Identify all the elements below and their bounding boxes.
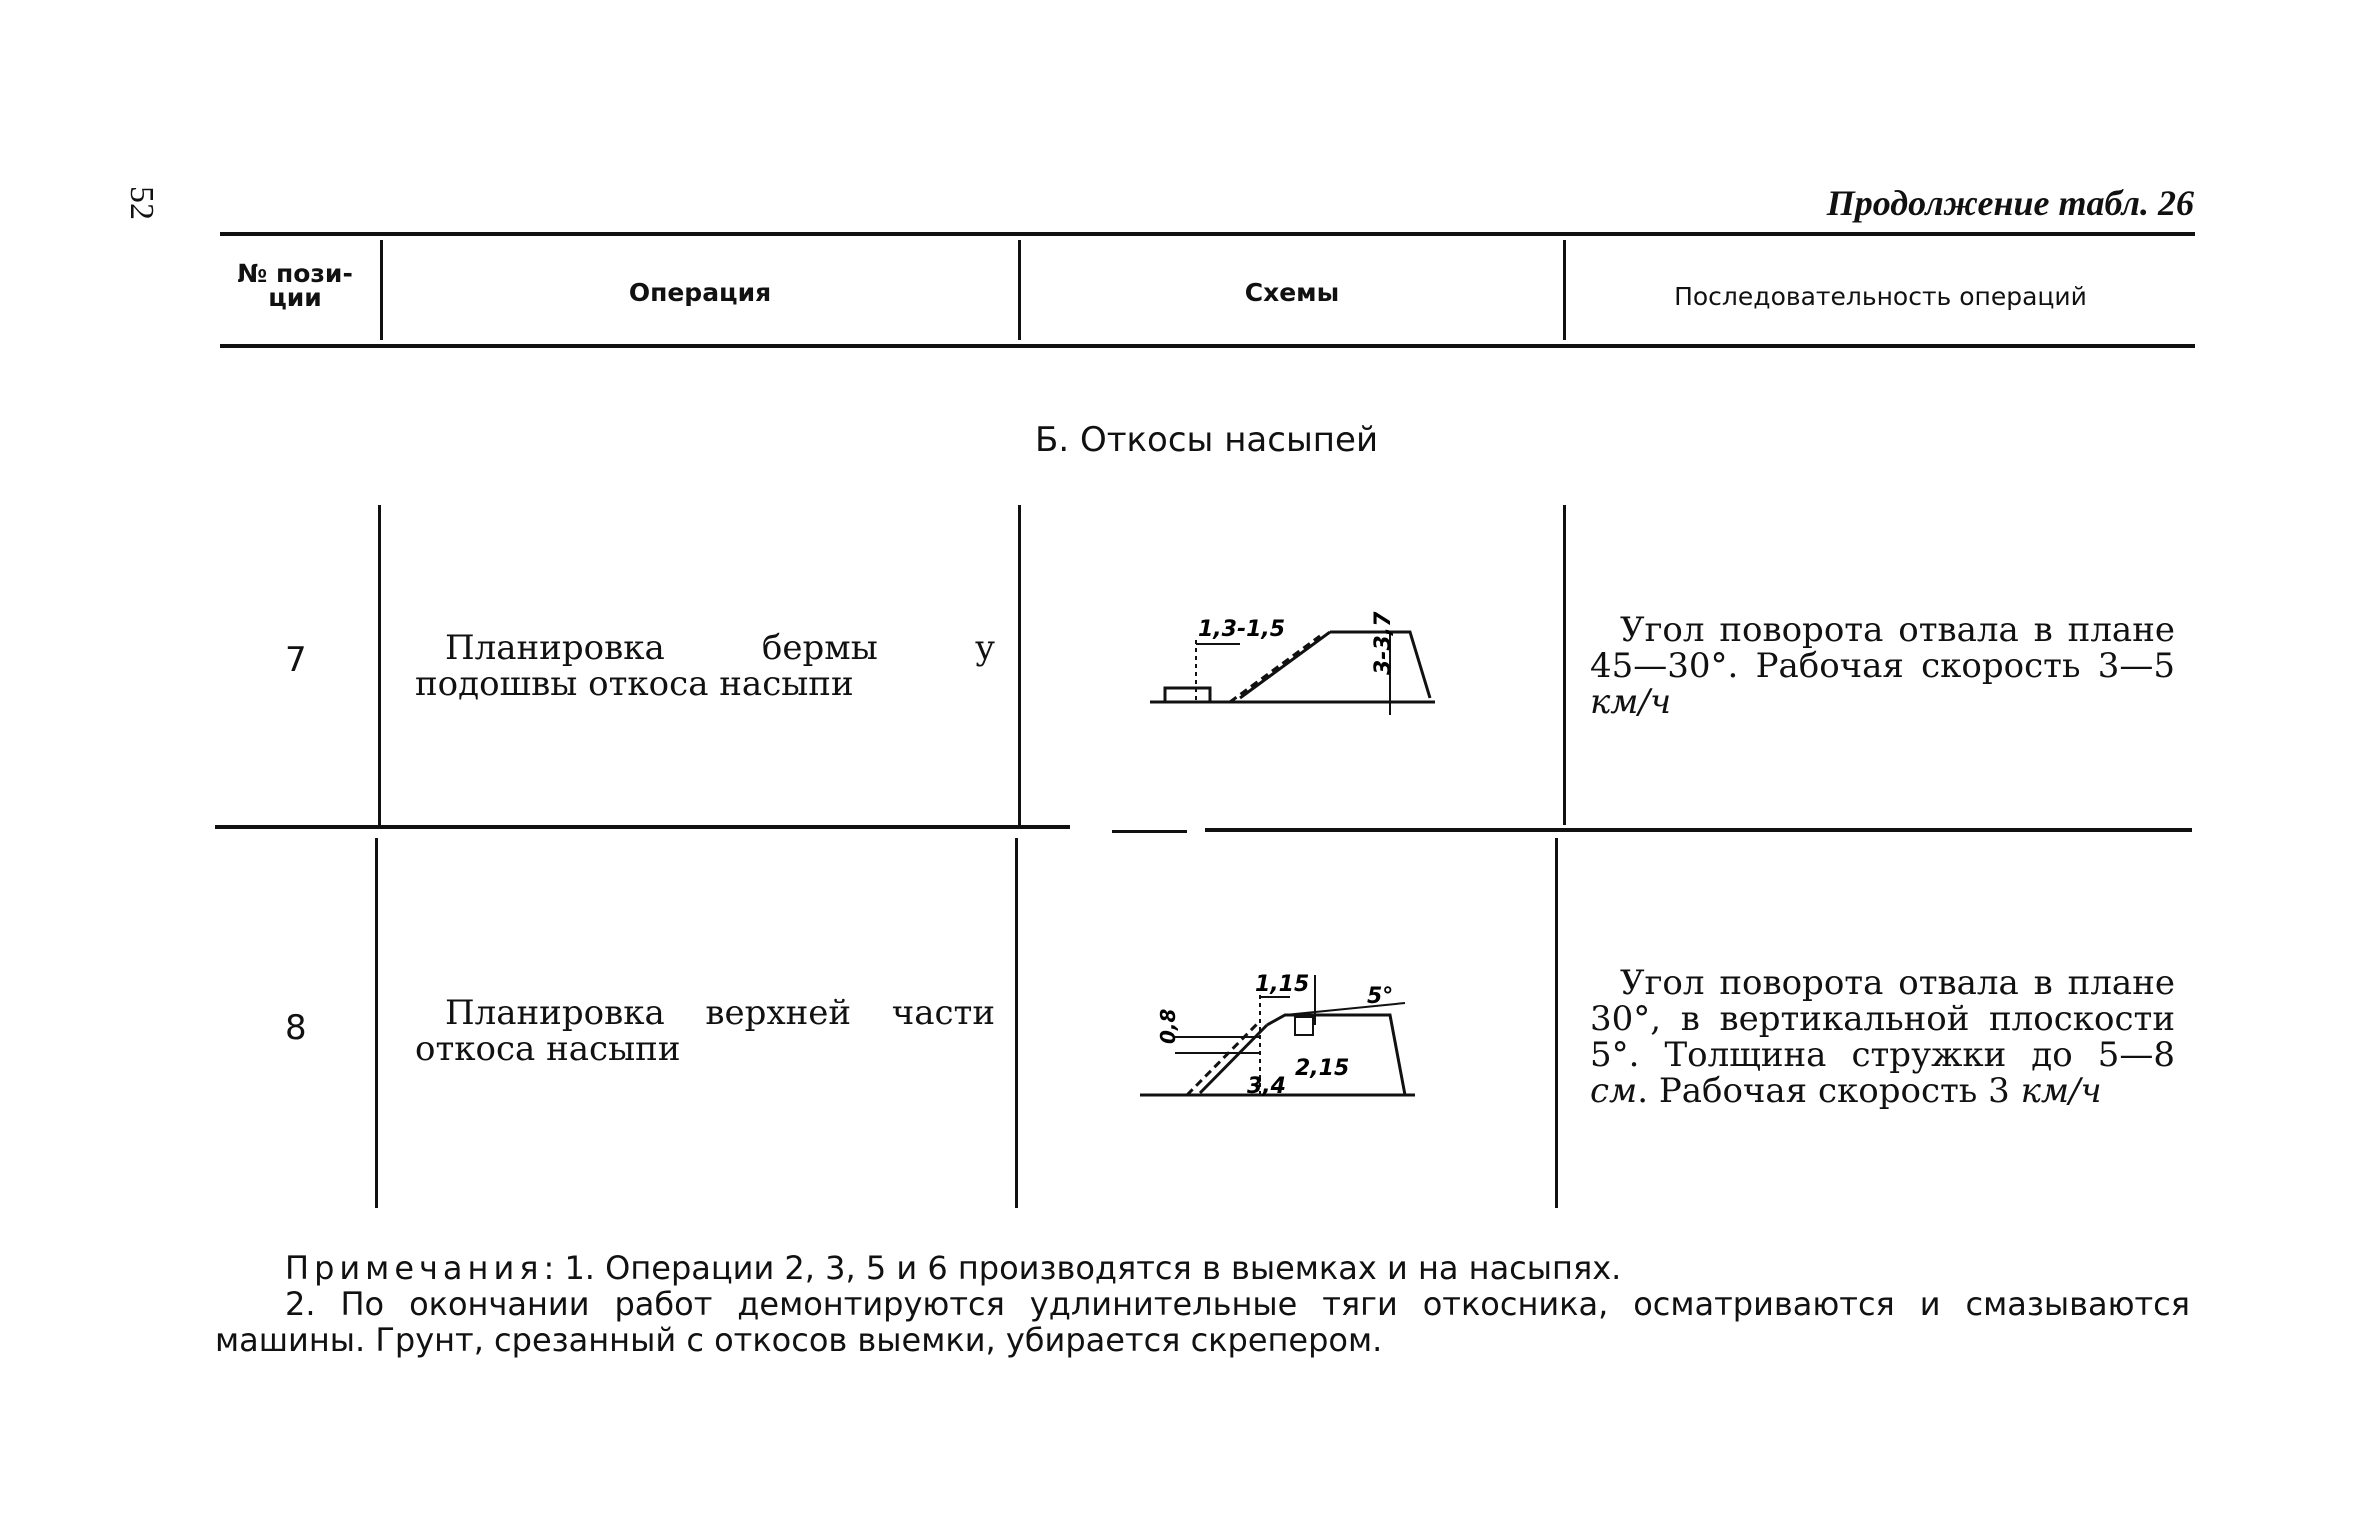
- row-divider-mid: [1112, 830, 1187, 833]
- row8-sequence-unit-1: см: [1590, 1071, 1638, 1111]
- row8-scheme-label-angle: 5°: [1367, 984, 1394, 1009]
- row8-scheme: [1135, 955, 1435, 1105]
- row7-scheme-label-height: 3-3,7: [1371, 611, 1396, 675]
- row8-scheme-label-height: 0,8: [1156, 1008, 1180, 1044]
- row7-scheme: [1140, 610, 1460, 720]
- row-divider-left: [215, 825, 1070, 829]
- row7-sequence-unit: км/ч: [1590, 682, 1672, 722]
- row8-sequence-text-2: . Рабочая скорость 3: [1637, 1071, 2021, 1111]
- note-2: 2. По окончании работ демонтируются удлинительные тяги откосника, осматриваются и смазываются машины. Грунт, срезанный с откосов выемки, убирается скрепером.: [215, 1285, 2190, 1359]
- table-top-rule: [220, 232, 2195, 236]
- row8-divider-2: [1015, 838, 1018, 1208]
- row8-scheme-label-length: 2,15: [1295, 1056, 1350, 1081]
- note-1-text: : 1. Операции 2, 3, 5 и 6 производятся в выемках и на насыпях.: [543, 1249, 1622, 1287]
- row7-operation: Планировка бермы у подошвы откоса насыпи: [415, 628, 995, 704]
- row8-sequence: [1590, 965, 2175, 1109]
- page-number: 52: [123, 186, 160, 220]
- row8-sequence-text-1: Угол поворота отвала в плане 30°, в вертикальной плоскости 5°. Толщина стружки до 5—8: [1590, 963, 2175, 1075]
- row8-divider-1: [375, 838, 378, 1208]
- header-divider-3: [1563, 240, 1566, 340]
- row7-sequence: [1590, 612, 2175, 720]
- row7-number: 7: [285, 640, 307, 680]
- row8-sequence-unit-2: км/ч: [2020, 1071, 2102, 1111]
- header-position: № пози-ции: [237, 259, 353, 312]
- row8-scheme-label-slope: 3,4: [1247, 1074, 1286, 1099]
- section-title: Б. Откосы насыпей: [1035, 420, 1379, 460]
- row7-divider-1: [378, 505, 381, 825]
- row8-divider-3: [1555, 838, 1558, 1208]
- row7-divider-3: [1563, 505, 1566, 825]
- row8-scheme-label-offset: 1,15: [1255, 972, 1310, 997]
- row7-scheme-label-width: 1,3-1,5: [1198, 617, 1286, 642]
- row-divider-right: [1205, 828, 2192, 832]
- header-sequence: Последовательность операций: [1674, 282, 2087, 311]
- header-divider-1: [380, 240, 383, 340]
- notes: [215, 1250, 2190, 1358]
- header-divider-2: [1018, 240, 1021, 340]
- notes-label: Примечания: [285, 1249, 544, 1287]
- header-schemes: Схемы: [1244, 278, 1340, 307]
- header-bottom-rule: [220, 344, 2195, 348]
- row7-divider-2: [1018, 505, 1021, 825]
- row7-sequence-text: Угол поворота отвала в плане 45—30°. Рабочая скорость 3—5: [1590, 610, 2175, 686]
- row8-operation: Планировка верхней части откоса насыпи: [415, 993, 995, 1069]
- row8-number: 8: [285, 1008, 307, 1048]
- note-1: [215, 1250, 2190, 1286]
- table-continuation-caption: Продолжение табл. 26: [1826, 183, 2194, 223]
- header-operation: Операция: [628, 278, 772, 307]
